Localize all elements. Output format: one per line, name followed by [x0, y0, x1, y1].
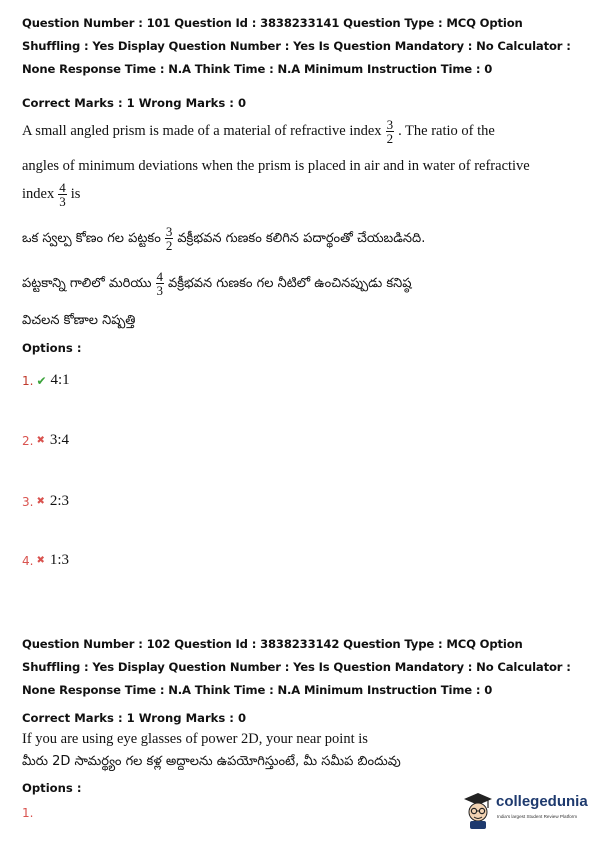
fraction-3-2: $\frac{3}{2}$	[386, 117, 394, 146]
logo-tagline: India's largest Student Review Platform	[497, 814, 578, 819]
option-2[interactable]	[22, 432, 69, 449]
fraction-4-3: $\frac{4}{3}$	[59, 180, 66, 209]
options-label-102: Options :	[22, 781, 82, 795]
collegedunia-logo	[462, 790, 586, 830]
fraction-4-3-te: $\frac{4}{3}$	[156, 269, 164, 298]
question-text-en-line1: A small angled prism is made of a material of refractive index $\frac{3}{2}$ . The ratio of the	[22, 117, 495, 146]
fraction-3-2-te: $\frac{3}{2}$	[165, 224, 173, 253]
option-4[interactable]	[22, 552, 69, 569]
question-text-en-line2: angles of minimum deviations when the prism is placed in air and in water of refractive	[22, 158, 530, 174]
option-number: 2.	[22, 433, 34, 448]
option-text: 4:1	[50, 372, 70, 388]
logo-name: collegedunia	[496, 793, 588, 810]
checkmark-icon: ✔	[36, 373, 47, 388]
option-1[interactable]	[22, 372, 70, 389]
cross-icon: ✖	[36, 435, 45, 446]
option-number: 1.	[22, 373, 34, 388]
option-text: 1:3	[49, 552, 70, 568]
graduate-mascot-icon	[462, 790, 494, 830]
option-number: 4.	[22, 553, 34, 568]
option-text: 2:3	[49, 493, 70, 509]
question-meta-101: Question Number : 101 Question Id : 3838233141 Question Type : MCQ Option Shuffling : Yes Display Question Number : Yes Is Question Mandatory : No Calculator : None Response Time : N.A Think Time : N.A Minimum Instruction Time : 0	[22, 16, 571, 76]
option-text: 3:4	[49, 432, 70, 448]
cross-icon: ✖	[36, 555, 45, 566]
question-text-te-102: మీరు 2D సామర్థ్యం గల కళ్ల అద్దాలను ఉపయోగిస్తుంటే, మీ సమీప బిందువు	[22, 754, 401, 769]
options-label-101: Options :	[22, 341, 82, 355]
option-number: 3.	[22, 494, 34, 509]
question-marks-102: Correct Marks : 1 Wrong Marks : 0	[22, 711, 247, 725]
question-text-en-102: If you are using eye glasses of power 2D, your near point is	[22, 731, 368, 747]
question-text-te-line1: ఒక స్వల్ప కోణం గల పట్టకం $\frac{3}{2}$ వక్రీభవన గుణకం కలిగిన పదార్థంతో చేయబడినది.	[22, 224, 426, 253]
question-meta-102: Question Number : 102 Question Id : 3838233142 Question Type : MCQ Option Shuffling : Yes Display Question Number : Yes Is Question Mandatory : No Calculator : None Response Time : N.A Think Time : N.A Minimum Instruction Time : 0	[22, 637, 571, 697]
option-number: 1.	[22, 806, 34, 820]
option-3[interactable]	[22, 493, 69, 510]
cross-icon: ✖	[36, 496, 45, 507]
question-text-te-line3: విచలన కోణాల నిష్పత్తి	[22, 313, 136, 328]
option-1-q102[interactable]	[22, 806, 36, 820]
question-marks-101: Correct Marks : 1 Wrong Marks : 0	[22, 96, 247, 110]
question-text-en-line3: index $\frac{4}{3}$ is	[22, 180, 81, 209]
question-text-te-line2: పట్టకాన్ని గాలిలో మరియు $\frac{4}{3}$ వక్రీభవన గుణకం గల నీటిలో ఉంచినప్పుడు కనిష్ఠ	[22, 269, 412, 298]
